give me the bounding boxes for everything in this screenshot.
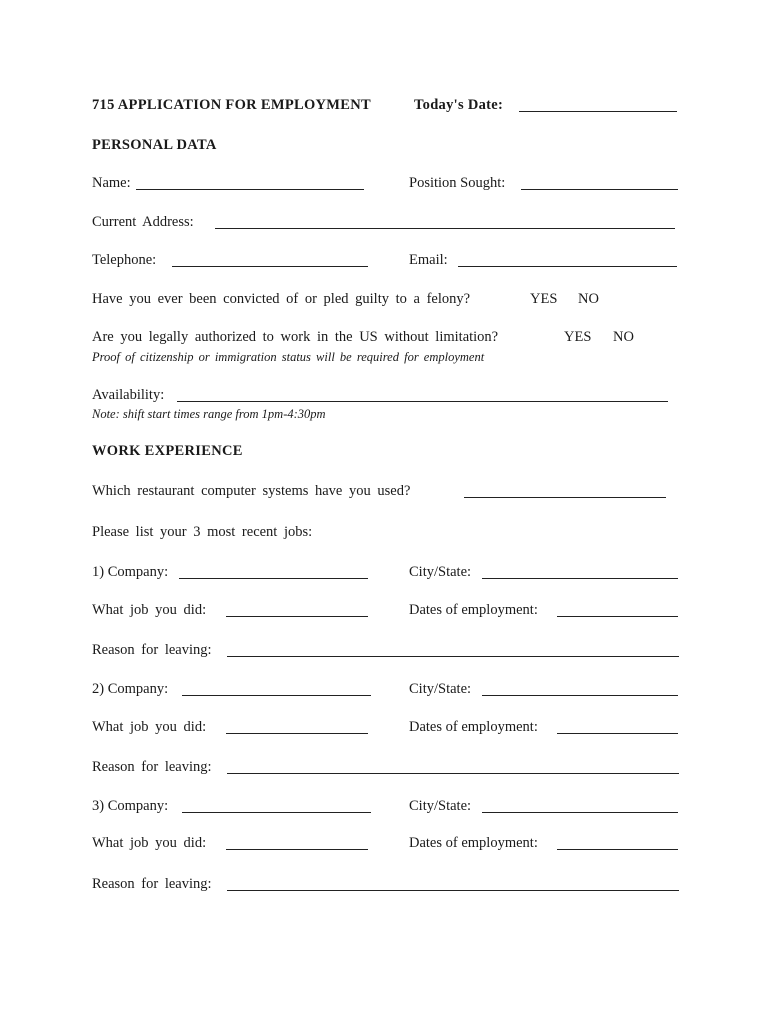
job-3-company-field[interactable]	[182, 812, 371, 813]
felony-question-row	[92, 288, 678, 310]
personal-data-heading: PERSONAL DATA	[92, 137, 217, 153]
availability-note: Note: shift start times range from 1pm-4:30pm	[92, 407, 326, 421]
job-2-city-state-label: City/State:	[409, 681, 472, 697]
job-1-city-state-field[interactable]	[482, 578, 678, 579]
job-2-reason-row	[92, 756, 678, 778]
job-1-company-label: 1) Company:	[92, 564, 169, 580]
job-2-reason-field[interactable]	[227, 773, 679, 774]
job-1-reason-row	[92, 639, 678, 661]
job-1-dates-field[interactable]	[557, 616, 678, 617]
job-3-dates-label: Dates of employment:	[409, 835, 538, 851]
telephone-field[interactable]	[172, 266, 368, 267]
job-1-reason-label: Reason for leaving:	[92, 642, 212, 658]
job-2-reason-label: Reason for leaving:	[92, 759, 212, 775]
job-1-company-field[interactable]	[179, 578, 368, 579]
job-3-dates-field[interactable]	[557, 849, 678, 850]
todays-date-label: Today's Date:	[414, 97, 504, 113]
job-3-reason-row	[92, 873, 678, 895]
job-2-city-state-field[interactable]	[482, 695, 678, 696]
job-1-dates-label: Dates of employment:	[409, 602, 538, 618]
job-3-city-state-field[interactable]	[482, 812, 678, 813]
jobs-prompt-row	[92, 521, 678, 543]
availability-row	[92, 384, 678, 406]
job-3-role-row	[92, 832, 678, 854]
email-label: Email:	[409, 252, 448, 268]
current-address-label: Current Address:	[92, 214, 194, 230]
job-2-company-field[interactable]	[182, 695, 371, 696]
title-row	[92, 94, 678, 116]
authorized-question-row	[92, 326, 678, 348]
job-1-role-row	[92, 599, 678, 621]
email-field[interactable]	[458, 266, 677, 267]
form-title: 715 APPLICATION FOR EMPLOYMENT	[92, 97, 371, 113]
address-row	[92, 211, 678, 233]
authorized-question: Are you legally authorized to work in the US without limitation?	[92, 329, 499, 345]
name-position-row	[92, 172, 678, 194]
position-sought-label: Position Sought:	[409, 175, 506, 191]
proof-note: Proof of citizenship or immigration status will be required for employment	[92, 350, 485, 364]
work-experience-heading-row	[92, 440, 678, 462]
job-3-reason-label: Reason for leaving:	[92, 876, 212, 892]
job-2-dates-field[interactable]	[557, 733, 678, 734]
job-2-company-label: 2) Company:	[92, 681, 169, 697]
availability-label: Availability:	[92, 387, 165, 403]
authorized-no-option[interactable]: NO	[613, 329, 634, 345]
job-3-reason-field[interactable]	[227, 890, 679, 891]
name-field[interactable]	[136, 189, 364, 190]
systems-field[interactable]	[464, 497, 666, 498]
telephone-email-row	[92, 249, 678, 271]
felony-yes-option[interactable]: YES	[530, 291, 558, 307]
job-1-city-state-label: City/State:	[409, 564, 472, 580]
availability-field[interactable]	[177, 401, 668, 402]
job-2-company-row	[92, 678, 678, 700]
job-1-job-label: What job you did:	[92, 602, 207, 618]
todays-date-field[interactable]	[519, 111, 677, 112]
job-2-job-field[interactable]	[226, 733, 368, 734]
job-1-reason-field[interactable]	[227, 656, 679, 657]
current-address-field[interactable]	[215, 228, 675, 229]
systems-question: Which restaurant computer systems have you used?	[92, 483, 411, 499]
authorized-yes-option[interactable]: YES	[564, 329, 592, 345]
job-3-company-row	[92, 795, 678, 817]
job-2-role-row	[92, 716, 678, 738]
work-experience-heading: WORK EXPERIENCE	[92, 443, 243, 459]
personal-data-heading-row	[92, 134, 678, 156]
name-label: Name:	[92, 175, 131, 191]
job-2-dates-label: Dates of employment:	[409, 719, 538, 735]
job-3-job-field[interactable]	[226, 849, 368, 850]
jobs-prompt: Please list your 3 most recent jobs:	[92, 524, 313, 540]
felony-question: Have you ever been convicted of or pled guilty to a felony?	[92, 291, 471, 307]
job-2-job-label: What job you did:	[92, 719, 207, 735]
job-3-city-state-label: City/State:	[409, 798, 472, 814]
position-sought-field[interactable]	[521, 189, 678, 190]
telephone-label: Telephone:	[92, 252, 157, 268]
systems-question-row	[92, 480, 678, 502]
job-1-job-field[interactable]	[226, 616, 368, 617]
job-3-job-label: What job you did:	[92, 835, 207, 851]
job-1-company-row	[92, 561, 678, 583]
job-3-company-label: 3) Company:	[92, 798, 169, 814]
felony-no-option[interactable]: NO	[578, 291, 599, 307]
